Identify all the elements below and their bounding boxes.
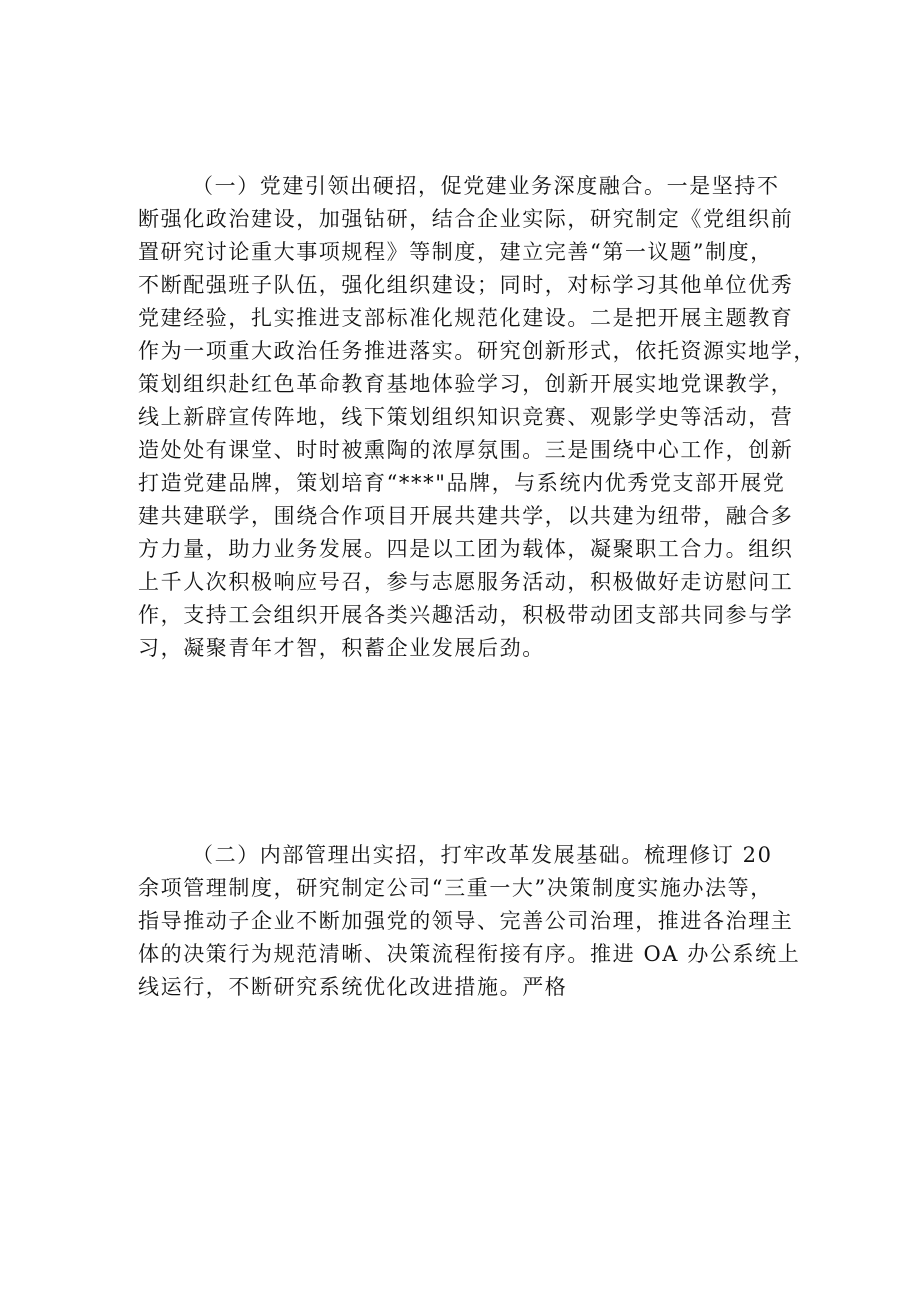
paragraph-line: 线上新辟宣传阵地，线下策划组织知识竞赛、观影学史等活动，营 [138,405,794,429]
paragraph-line: 建共建联学，围绕合作项目开展共建共学，以共建为纽带，融合多 [138,504,794,528]
paragraph-line: 断强化政治建设，加强钻研，结合企业实际，研究制定《党组织前 [138,207,794,231]
paragraph-line: 体的决策行为规范清晰、决策流程衔接有序。推进 OA 办公系统上 [138,942,801,966]
paragraph-line: 指导推动子企业不断加强党的领导、完善公司治理，推进各治理主 [138,909,794,933]
paragraph-line: （二）内部管理出实招，打牢改革发展基础。梳理修订 20 [192,843,773,867]
paragraph-line: 习，凝聚青年才智，积蓄企业发展后劲。 [138,636,545,660]
paragraph-line: 党建经验，扎实推进支部标准化规范化建设。二是把开展主题教育 [138,306,794,330]
paragraph-line: 线运行，不断研究系统优化改进措施。严格 [138,975,568,999]
paragraph-line: 打造党建品牌，策划培育“***"品牌，与系统内优秀党支部开展党 [138,471,786,495]
paragraph-line: 作，支持工会组织开展各类兴趣活动，积极带动团支部共同参与学 [138,603,794,627]
paragraph-line: 方力量，助力业务发展。四是以工团为载体，凝聚职工合力。组织 [138,537,794,561]
paragraph-internal-management [138,839,800,1004]
paragraph-line: 作为一项重大政治任务推进落实。研究创新形式，依托资源实地学， [138,339,816,363]
paragraph-line: 不断配强班子队伍，强化组织建设；同时，对标学习其他单位优秀 [138,273,794,297]
paragraph-line: 上千人次积极响应号召，参与志愿服务活动，积极做好走访慰问工 [138,570,794,594]
paragraph-line: 置研究讨论重大事项规程》等制度，建立完善“第一议题”制度， [138,240,773,264]
paragraph-line: （一）党建引领出硬招，促党建业务深度融合。一是坚持不 [192,174,780,198]
paragraph-party-building [138,170,816,665]
paragraph-line: 造处处有课堂、时时被熏陶的浓厚氛围。三是围绕中心工作，创新 [138,438,794,462]
paragraph-line: 策划组织赴红色革命教育基地体验学习，创新开展实地党课教学， [138,372,794,396]
paragraph-line: 余项管理制度，研究制定公司“三重一大”决策制度实施办法等， [138,876,773,900]
